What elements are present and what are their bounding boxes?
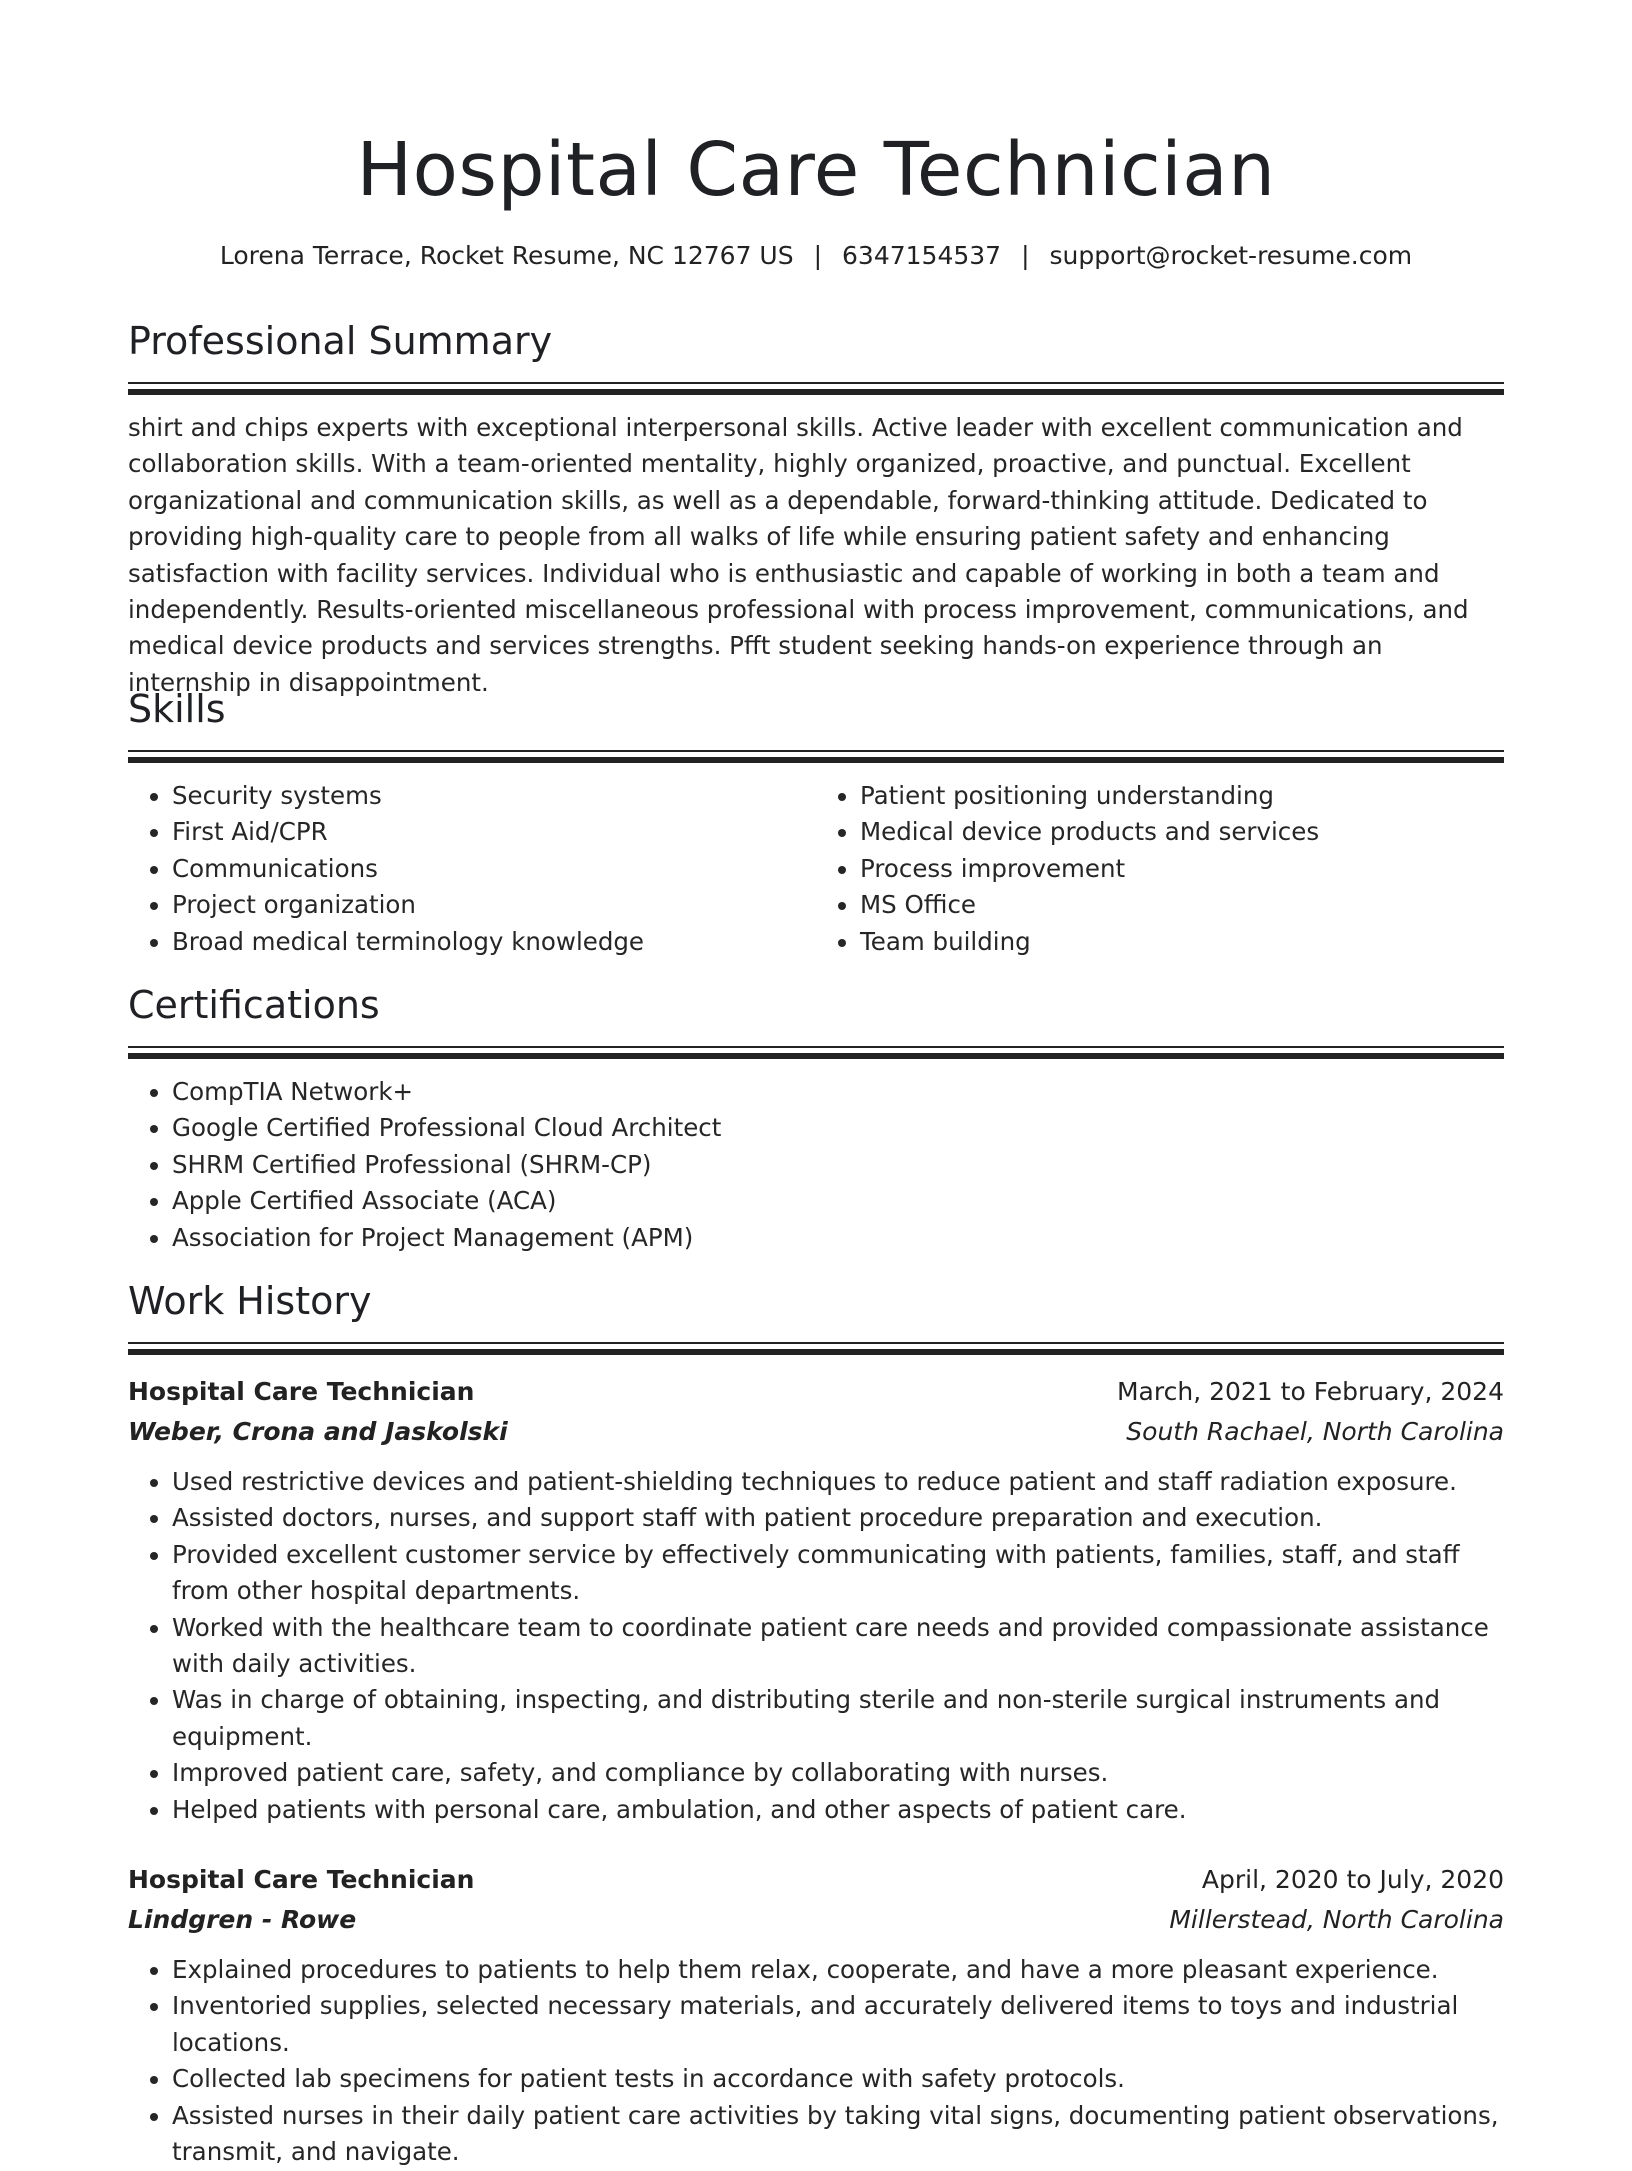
job-duty: • Explained procedures to patients to help them relax, cooperate, and have a more pleasant experience.: [172, 1952, 1504, 1988]
job-company: Lindgren - Rowe: [128, 1905, 357, 1935]
skill-item: • First Aid/CPR: [172, 814, 816, 850]
certification-item: • Association for Project Management (APM): [172, 1220, 1504, 1256]
job-duty: • Helped patients with personal care, ambulation, and other aspects of patient care.: [172, 1792, 1504, 1828]
certifications-section: [128, 980, 1504, 1256]
skill-item: • Security systems: [172, 778, 816, 814]
certifications-list: [128, 1074, 1504, 1256]
job-duty: • Worked with the healthcare team to coordinate patient care needs and provided compassionate assistance with daily activities.: [172, 1610, 1504, 1683]
contact-separator: |: [1021, 241, 1030, 270]
job-duties-list: [128, 1952, 1504, 2170]
contact-phone: 6347154537: [842, 241, 1002, 270]
certification-item: • SHRM Certified Professional (SHRM-CP): [172, 1147, 1504, 1183]
skill-item: • Process improvement: [860, 851, 1504, 887]
work-history-section: [128, 1276, 1504, 2171]
job-duty: • Improved patient care, safety, and compliance by collaborating with nurses.: [172, 1755, 1504, 1791]
job-employer-row: [128, 1900, 1504, 1940]
summary-heading: Professional Summary: [128, 319, 553, 363]
job-duty: • Assisted nurses in their daily patient care activities by taking vital signs, documenting patient observations, transmit, and navigate.: [172, 2098, 1504, 2171]
resume-title: Hospital Care Technician: [356, 127, 1276, 213]
summary-section: [128, 316, 1504, 701]
skill-item: • Broad medical terminology knowledge: [172, 924, 816, 960]
skill-item: • MS Office: [860, 887, 1504, 923]
job-dates: April, 2020 to July, 2020: [1201, 1865, 1504, 1895]
job-title: Hospital Care Technician: [128, 1865, 475, 1895]
job-entry: [128, 1372, 1504, 1828]
job-location: South Rachael, North Carolina: [1126, 1417, 1504, 1446]
skill-item: • Medical device products and services: [860, 814, 1504, 850]
job-duty: • Assisted doctors, nurses, and support staff with patient procedure preparation and execution.: [172, 1500, 1504, 1536]
contact-line: [128, 236, 1504, 276]
contact-email[interactable]: support@rocket-resume.com: [1049, 241, 1413, 270]
job-header-row: [128, 1372, 1504, 1412]
certification-item: • Apple Certified Associate (ACA): [172, 1183, 1504, 1219]
job-duty: • Was in charge of obtaining, inspecting, and distributing sterile and non-sterile surgical instruments and equipment.: [172, 1682, 1504, 1755]
skills-list-right: [816, 778, 1504, 960]
job-duty: • Used restrictive devices and patient-shielding techniques to reduce patient and staff radiation exposure.: [172, 1464, 1504, 1500]
certification-item: • Google Certified Professional Cloud Architect: [172, 1110, 1504, 1146]
job-location: Millerstead, North Carolina: [1169, 1905, 1504, 1935]
skill-item: • Team building: [860, 924, 1504, 960]
job-duty: • Inventoried supplies, selected necessary materials, and accurately delivered items to toys and industrial locations.: [172, 1988, 1504, 2061]
contact-address: Lorena Terrace, Rocket Resume, NC 12767 US: [219, 241, 794, 270]
section-divider: [128, 382, 1504, 396]
certifications-heading: Certifications: [128, 983, 380, 1027]
job-dates: March, 2021 to February, 2024: [1116, 1377, 1504, 1406]
section-divider: [128, 1342, 1504, 1356]
job-title: Hospital Care Technician: [128, 1377, 475, 1406]
job-entry: [128, 1860, 1504, 2170]
summary-text: shirt and chips experts with exceptional interpersonal skills. Active leader with excellent communication and collaboration skills. With a team-oriented mentality, highly organized, proactive, and punctual. Excellent organizational and communication skills, as well as a dependable, forward-thinking attitude. Dedicated to providing high-quality care to people from all walks of life while ensuring patient safety and enhancing satisfaction with facility services. Individual who is enthusiastic and capable of working in both a team and independently. Results-oriented miscellaneous professional with process improvement, communications, and medical device products and services strengths. Pfft student seeking hands-on experience through an internship in disappointment.: [128, 413, 1469, 697]
skill-item: • Patient positioning understanding: [860, 778, 1504, 814]
job-employer-row: [128, 1412, 1504, 1452]
certification-item: • CompTIA Network+: [172, 1074, 1504, 1110]
skills-list-left: [128, 778, 816, 960]
job-duties-list: [128, 1464, 1504, 1828]
skills-heading: Skills: [128, 687, 226, 731]
skills-grid: [128, 778, 1504, 960]
skills-section: [128, 684, 1504, 960]
section-divider: [128, 1046, 1504, 1060]
job-company: Weber, Crona and Jaskolski: [128, 1417, 508, 1446]
contact-separator: |: [813, 241, 823, 270]
job-duty: • Provided excellent customer service by effectively communicating with patients, families, staff, and staff from other hospital departments.: [172, 1537, 1504, 1610]
job-header-row: [128, 1860, 1504, 1900]
skill-item: • Communications: [172, 851, 816, 887]
skill-item: • Project organization: [172, 887, 816, 923]
section-divider: [128, 750, 1504, 764]
work-history-heading: Work History: [128, 1279, 372, 1323]
job-duty: • Collected lab specimens for patient tests in accordance with safety protocols.: [172, 2061, 1504, 2097]
